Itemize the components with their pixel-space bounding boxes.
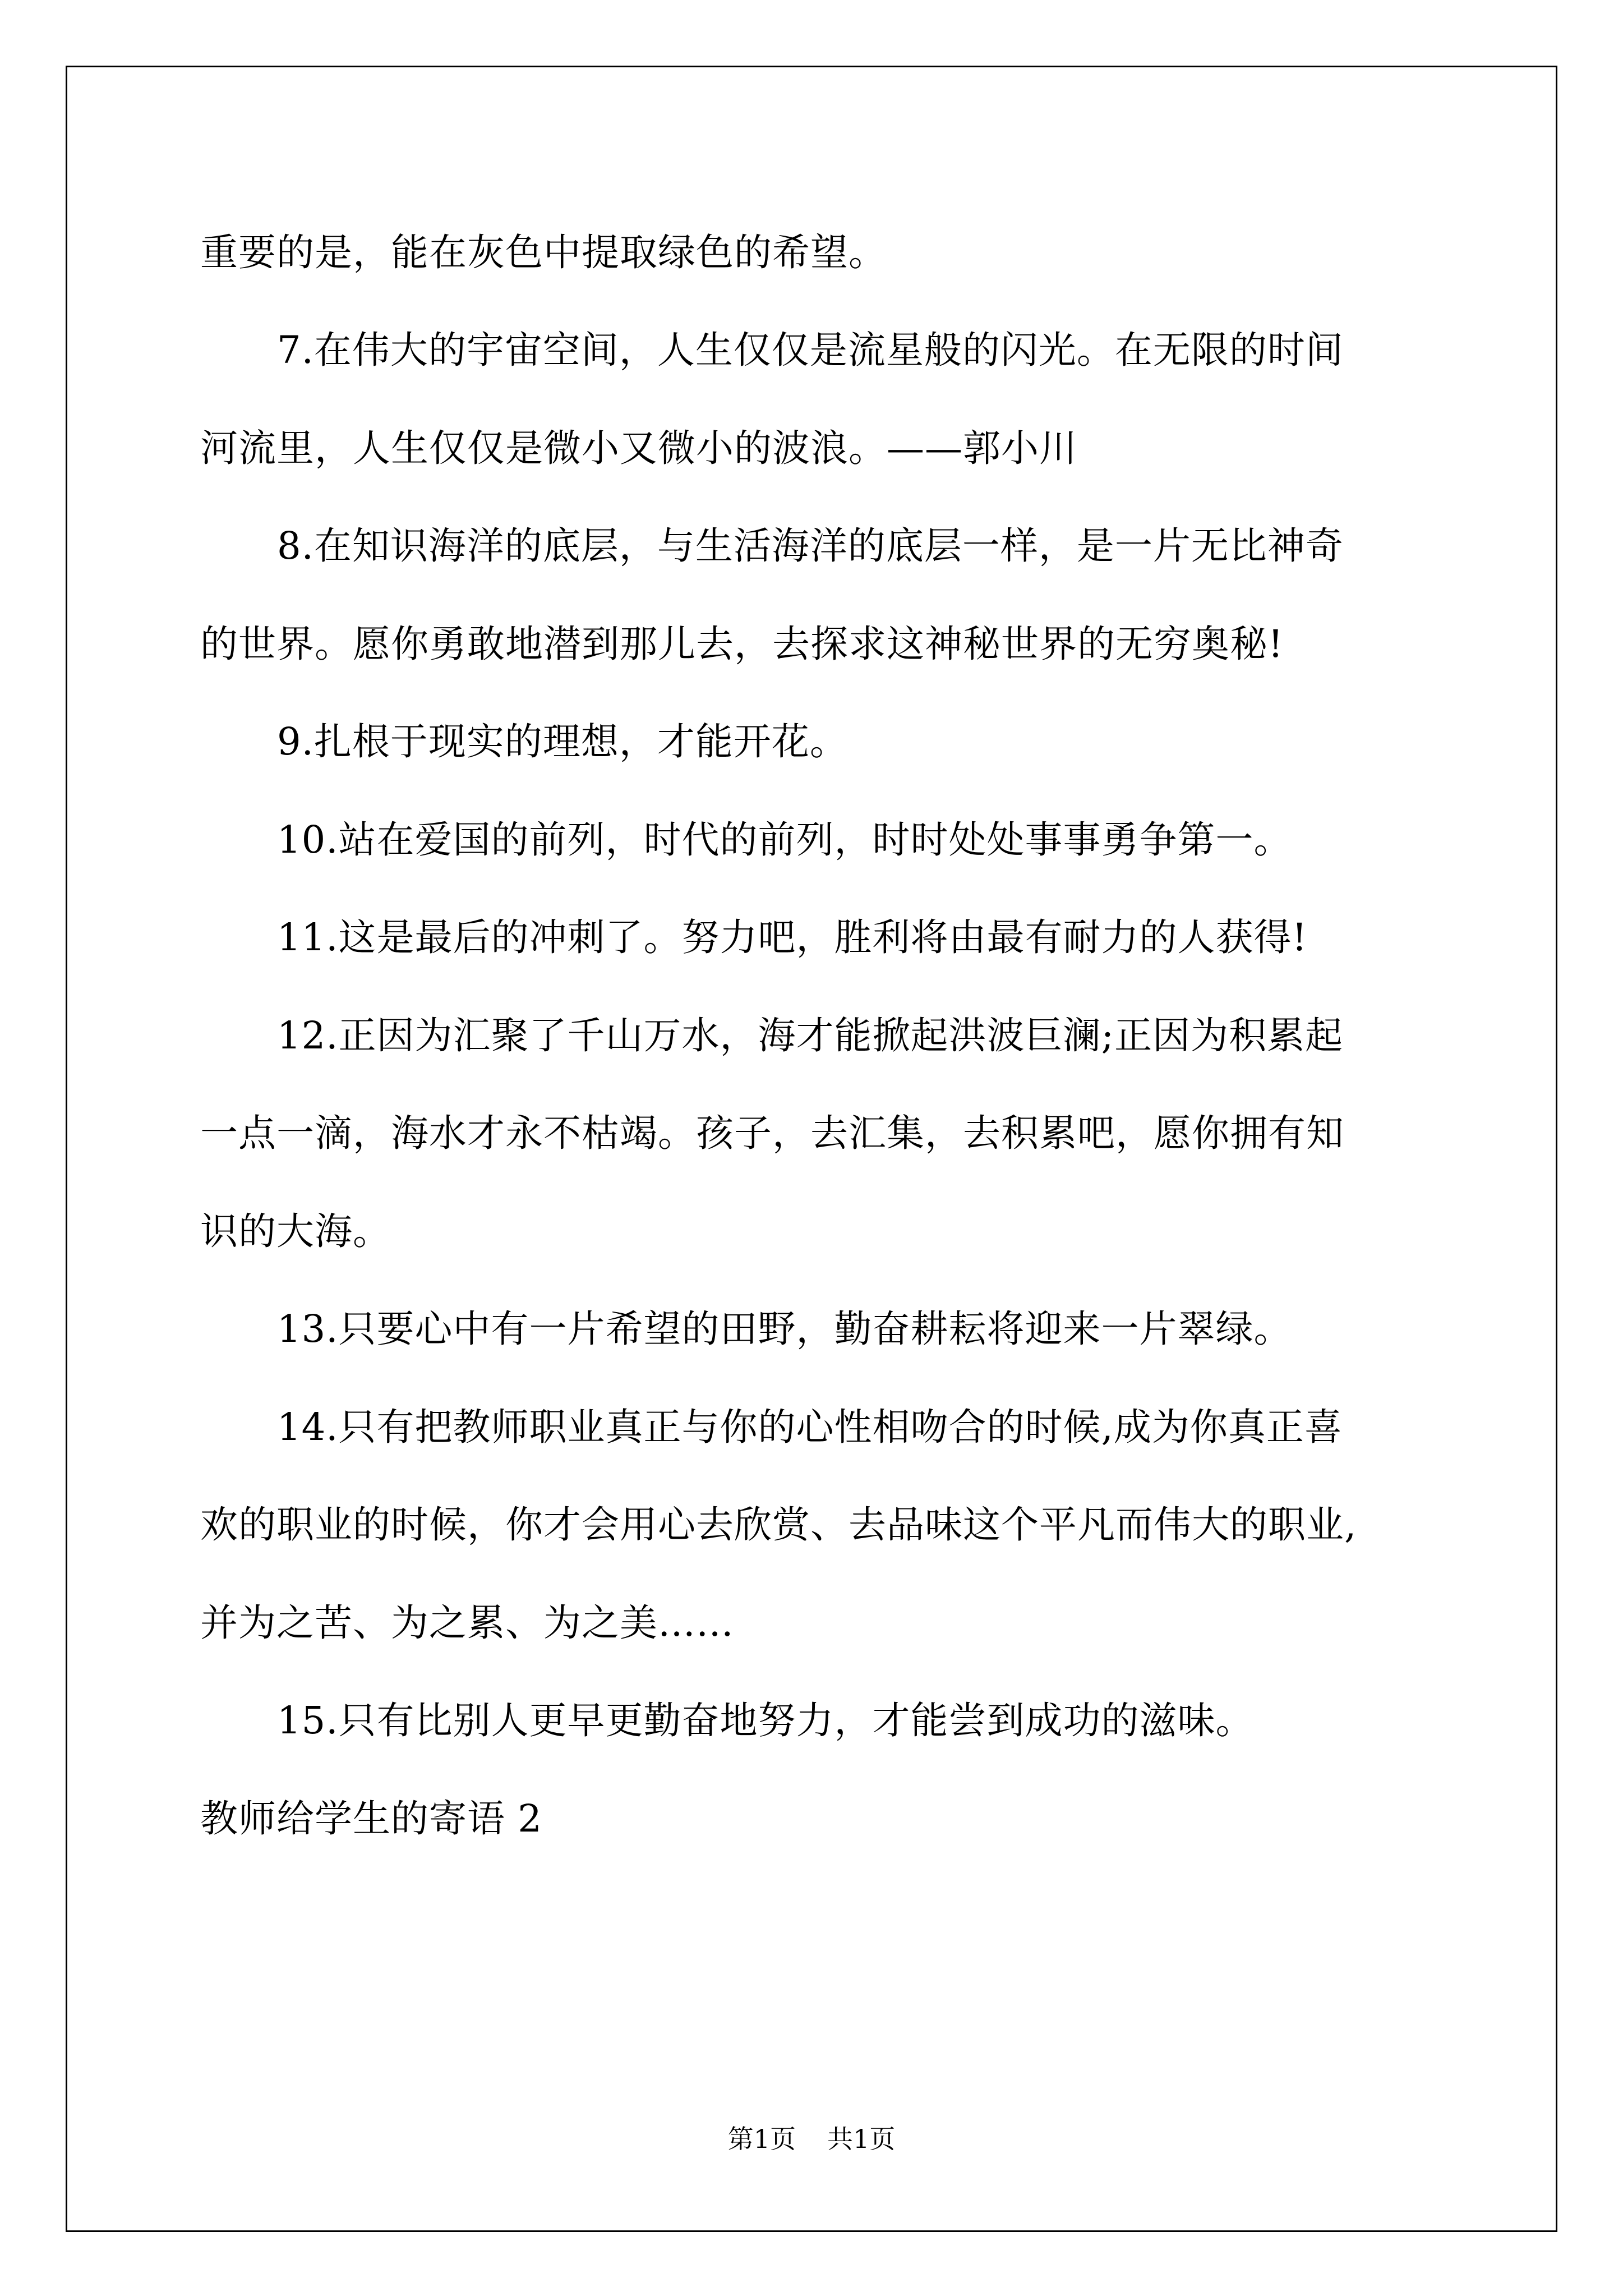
text-line: 14.只有把教师职业真正与你的心性相吻合的时候,成为你真正喜 [277, 1405, 1343, 1449]
page-number: 第1页 [727, 2124, 796, 2154]
text-line: 一点一滴，海水才永不枯竭。孩子，去汇集，去积累吧，愿你拥有知 [200, 1111, 1344, 1155]
text-line: 的世界。愿你勇敢地潜到那儿去，去探求这神秘世界的无穷奥秘! [200, 622, 1284, 666]
section-heading: 教师给学生的寄语 2 [200, 1797, 542, 1841]
text-line: 识的大海。 [200, 1209, 391, 1253]
page-footer [0, 2122, 1623, 2156]
text-line: 11.这是最后的冲刺了。努力吧，胜利将由最有耐力的人获得! [277, 915, 1308, 959]
text-line: 9.扎根于现实的理想，才能开花。 [277, 720, 848, 763]
text-line: 12.正因为汇聚了千山万水，海才能掀起洪波巨澜;正因为积累起 [277, 1014, 1344, 1057]
text-line: 8.在知识海洋的底层，与生活海洋的底层一样，是一片无比神奇 [277, 524, 1344, 568]
text-line: 15.只有比别人更早更勤奋地努力，才能尝到成功的滋味。 [277, 1699, 1254, 1742]
text-line: 7.在伟大的宇宙空间，人生仅仅是流星般的闪光。在无限的时间 [277, 328, 1344, 372]
text-line: 重要的是，能在灰色中提取绿色的希望。 [200, 231, 887, 274]
page-total: 共1页 [827, 2124, 896, 2154]
text-line: 河流里，人生仅仅是微小又微小的波浪。——郭小川 [200, 426, 1077, 470]
text-line: 并为之苦、为之累、为之美…… [200, 1601, 734, 1645]
text-line: 10.站在爱国的前列，时代的前列，时时处处事事勇争第一。 [277, 818, 1292, 862]
text-line: 13.只要心中有一片希望的田野，勤奋耕耘将迎来一片翠绿。 [277, 1307, 1292, 1351]
text-line: 欢的职业的时候，你才会用心去欣赏、去品味这个平凡而伟大的职业, [200, 1503, 1357, 1547]
